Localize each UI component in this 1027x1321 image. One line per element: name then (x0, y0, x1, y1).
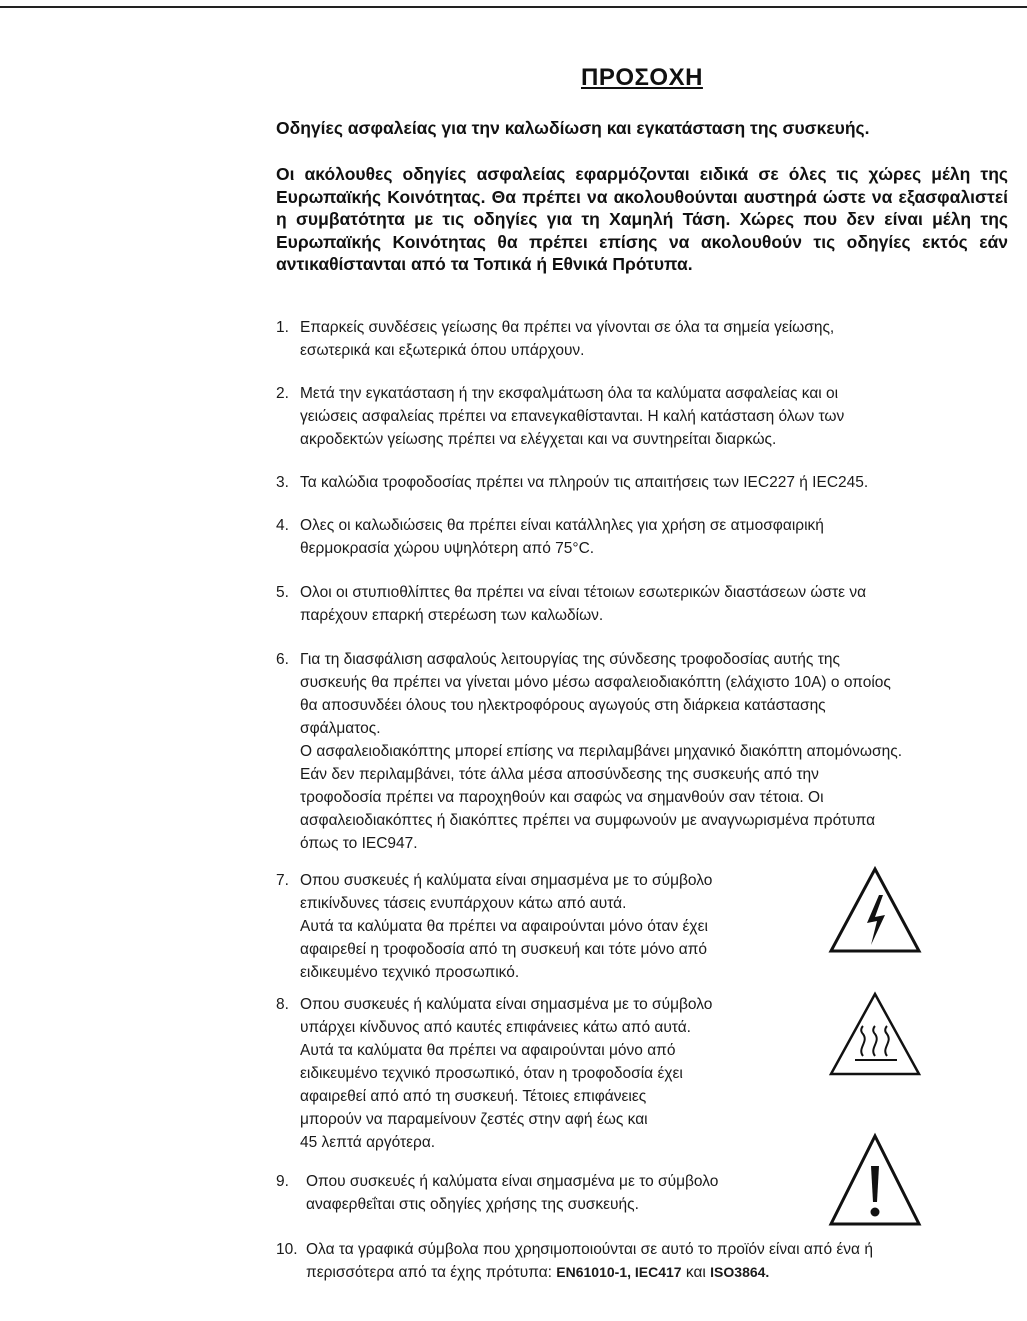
page-title: ΠΡΟΣΟΧΗ (581, 64, 703, 91)
item-text (300, 382, 844, 451)
text-line: Οπου συσκευές ή καλύματα είναι σημασμένα με το σύμβολο (300, 996, 713, 1013)
text-line: υπάρχει κίνδυνος από καυτές επιφάνειες κάτω από αυτά. (300, 1019, 691, 1036)
electric-shock-warning-icon (827, 865, 923, 955)
text-fragment: και (681, 1264, 711, 1281)
list-item-1 (276, 316, 834, 362)
text-line: Ολα τα γραφικά σύμβολα που χρησιμοποιούνται σε αυτό το προϊόν είναι από ένα ή (306, 1241, 873, 1258)
item-number: 1. (276, 319, 289, 336)
item-text (300, 514, 824, 560)
text-line: Ο ασφαλειοδιακόπτης μπορεί επίσης να περιλαμβάνει μηχανικό διακόπτη απομόνωσης. (300, 743, 902, 760)
text-line: τροφοδοσία πρέπει να παροχηθούν και σαφώς να σημανθούν σαν τέτοια. Οι (300, 789, 824, 806)
text-line: Ολες οι καλωδιώσεις θα πρέπει είναι κατάλληλες για χρήση σε ατμοσφαιρική (300, 517, 824, 534)
text-line: όπως το IEC947. (300, 835, 418, 852)
list-item-3 (276, 471, 868, 494)
hot-surface-warning-icon (827, 990, 923, 1078)
standards-reference: ISO3864. (710, 1264, 770, 1280)
item-text (300, 471, 868, 494)
item-text (300, 648, 902, 855)
list-item-7 (276, 869, 712, 984)
text-line: Τα καλώδια τροφοδοσίας πρέπει να πληρούν τις απαιτήσεις των IEC227 ή IEC245. (300, 474, 869, 491)
item-number: 8. (276, 996, 289, 1013)
list-item-10 (276, 1238, 873, 1284)
text-line: αφαιρεθεί η τροφοδοσία από τη συσκευή και τότε μόνο από (300, 941, 708, 958)
top-rule (0, 6, 1027, 8)
item-number: 10. (276, 1241, 298, 1258)
text-line: συσκευής θα πρέπει να γίνεται μόνο μέσω ασφαλειοδιακόπτη (ελάχιστο 10A) ο οποίος (300, 674, 891, 691)
text-line: Μετά την εγκατάσταση ή την εκσφαλμάτωση όλα τα καλύματα ασφαλείας και οι (300, 385, 839, 402)
text-line: Αυτά τα καλύματα θα πρέπει να αφαιρούνται μόνο από (300, 1042, 676, 1059)
item-text (300, 581, 866, 627)
text-line: επικίνδυνες τάσεις ενυπάρχουν κάτω από αυτά. (300, 895, 627, 912)
list-item-6 (276, 648, 902, 855)
text-line: ασφαλειοδιακόπτες ή διακόπτες πρέπει να συμφωνούν με αναγνωρισμένα πρότυπα (300, 812, 876, 829)
text-line: Ολοι οι στυπιοθλίπτες θα πρέπει να είναι τέτοιων εσωτερικών διαστάσεων ώστε να (300, 584, 867, 601)
text-line: ειδικευμένο τεχνικό προσωπικό. (300, 964, 520, 981)
item-text (306, 1238, 873, 1284)
text-line: γειώσεις ασφαλείας πρέπει να επανεγκαθίστανται. Η καλή κατάσταση όλων των (300, 408, 845, 425)
text-line: θα αποσυνδέει όλους του ηλεκτροφόρους αγωγούς στη διάρκεια κατάστασης (300, 697, 826, 714)
text-line: εσωτερικά και εξωτερικά όπου υπάρχουν. (300, 342, 585, 359)
item-number: 4. (276, 517, 289, 534)
item-number: 6. (276, 651, 289, 668)
text-line: 45 λεπτά αργότερα. (300, 1134, 436, 1151)
text-line: αναφερθεΐται στις οδηγίες χρήσης της συσκευής. (306, 1196, 639, 1213)
text-line: Για τη διασφάλιση ασφαλούς λειτουργίας της σύνδεσης τροφοδοσίας αυτής της (300, 651, 840, 668)
item-number: 3. (276, 474, 289, 491)
intro-paragraph: Οι ακόλουθες οδηγίες ασφαλείας εφαρμόζονται ειδικά σε όλες τις χώρες μέλη της Ευρωπαϊκής Κοινότητας. Θα πρέπει να ακολουθούνται αυστηρά ώστε να εξασφαλιστεί η συμβατότητα με τις οδηγίες για τη Χαμηλή Τάση. Χώρες που δεν είναι μέλη της Ευρωπαϊκής Κοινότητας θα πρέπει επίσης να ακολουθούν τις οδηγίες εκτός εάν αντικαθίστανται από τα Τοπικά ή Εθνικά Πρότυπα. (276, 164, 1008, 274)
standards-reference: EN61010-1, IEC417 (556, 1264, 682, 1280)
text-line (306, 1261, 873, 1284)
text-line: Εάν δεν περιλαμβάνει, τότε άλλα μέσα αποσύνδεσης της συσκευής από την (300, 766, 819, 783)
text-line: μπορούν να παραμείνουν ζεστές στην αφή έως και (300, 1111, 648, 1128)
general-caution-icon (827, 1132, 923, 1228)
text-line: ειδικευμένο τεχνικό προσωπικό, όταν η τροφοδοσία έχει (300, 1065, 683, 1082)
text-line: Οπου συσκευές ή καλύματα είναι σημασμένα με το σύμβολο (300, 872, 713, 889)
text-line: Αυτά τα καλύματα θα πρέπει να αφαιρούνται μόνο όταν έχει (300, 918, 708, 935)
list-item-4 (276, 514, 824, 560)
item-number: 9. (276, 1173, 289, 1190)
text-line: σφάλματος. (300, 720, 381, 737)
text-line: ακροδεκτών γείωσης πρέπει να ελέγχεται και να συντηρείται διαρκώς. (300, 431, 777, 448)
text-line: Επαρκείς συνδέσεις γείωσης θα πρέπει να γίνονται σε όλα τα σημεία γείωσης, (300, 319, 835, 336)
text-line: Οπου συσκευές ή καλύματα είναι σημασμένα με το σύμβολο (306, 1173, 719, 1190)
item-text (306, 1170, 718, 1216)
item-number: 2. (276, 385, 289, 402)
text-line: θερμοκρασία χώρου υψηλότερη από 75°C. (300, 540, 595, 557)
text-line: αφαιρεθεί από από τη συσκευή. Τέτοιες επιφάνειες (300, 1088, 647, 1105)
item-number: 7. (276, 872, 289, 889)
subtitle: Οδηγίες ασφαλείας για την καλωδίωση και εγκατάσταση της συσκευής. (276, 118, 870, 138)
item-text (300, 316, 834, 362)
list-item-2 (276, 382, 844, 451)
item-text (300, 993, 712, 1154)
text-fragment: περισσότερα από τα έχης πρότυπα: (306, 1264, 557, 1281)
item-text (300, 869, 712, 984)
list-item-8 (276, 993, 712, 1154)
item-number: 5. (276, 584, 289, 601)
text-line: παρέχουν επαρκή στερέωση των καλωδίων. (300, 607, 604, 624)
list-item-5 (276, 581, 866, 627)
list-item-9 (276, 1170, 718, 1216)
